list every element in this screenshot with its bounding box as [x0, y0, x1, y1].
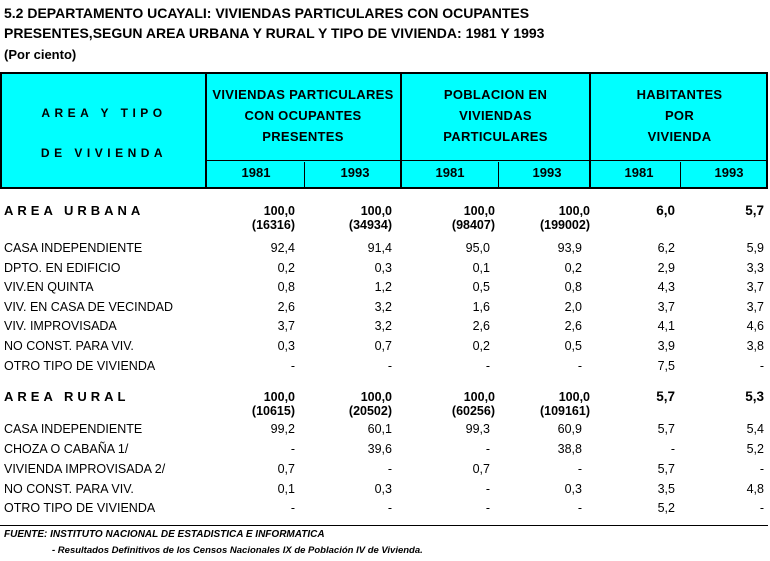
total-cell: 5,7 [656, 389, 675, 404]
cell: 2,6 [277, 300, 295, 314]
cell: 0,3 [277, 339, 295, 353]
cell: 0,2 [277, 261, 295, 275]
cell: 0,8 [564, 280, 582, 294]
section-label: AREA RURAL [4, 389, 130, 404]
total-cell: 100,0 (98407) [451, 204, 495, 232]
header-poblacion: POBLACION EN VIVIENDAS PARTICULARES [443, 87, 548, 144]
row-label: CASA INDEPENDIENTE [4, 241, 143, 255]
cell: 0,2 [564, 261, 582, 275]
cell: 5,7 [657, 462, 675, 476]
cell: 60,9 [557, 422, 582, 436]
cell: 0,5 [472, 280, 490, 294]
section-label: AREA URBANA [4, 203, 145, 218]
row-label: OTRO TIPO DE VIVIENDA [4, 501, 156, 515]
year-label: 1993 [340, 165, 370, 180]
table-row [0, 460, 770, 479]
total-cell: 5,3 [745, 389, 764, 404]
row-label: OTRO TIPO DE VIVIENDA [4, 359, 156, 373]
cell: - [485, 482, 490, 496]
source-line: FUENTE: INSTITUTO NACIONAL DE ESTADISTICA E INFORMATICA [4, 529, 325, 540]
cell: 0,1 [277, 482, 295, 496]
cell: 4,1 [657, 319, 675, 333]
cell: 0,1 [472, 261, 490, 275]
total-cell: 100,0 (10615) [251, 390, 295, 418]
cell: 60,1 [367, 422, 392, 436]
cell: 91,4 [367, 241, 392, 255]
cell: 3,7 [277, 319, 295, 333]
row-label: CHOZA O CABAÑA 1/ [4, 442, 129, 456]
table-row [0, 337, 770, 356]
cell: 5,9 [746, 241, 764, 255]
total-cell: 100,0 (20502) [348, 390, 392, 418]
cell: 0,3 [564, 482, 582, 496]
table-row [0, 239, 770, 258]
row-label: NO CONST. PARA VIV. [4, 482, 134, 496]
cell: 3,9 [657, 339, 675, 353]
cell: 1,2 [374, 280, 392, 294]
cell: - [577, 501, 582, 515]
table-units: (Por ciento) [4, 47, 77, 62]
cell: - [670, 442, 675, 456]
cell: 3,7 [657, 300, 675, 314]
total-cell: 5,7 [745, 203, 764, 218]
cell: 95,0 [465, 241, 490, 255]
source-note: - Resultados Definitivos de los Censos Nacionales IX de Población IV de Vivienda. [52, 545, 423, 556]
cell: 3,8 [746, 339, 764, 353]
header-area-tipo: AREA Y TIPO [41, 106, 167, 120]
cell: 2,0 [564, 300, 582, 314]
cell: 38,8 [557, 442, 582, 456]
cell: - [759, 462, 764, 476]
cell: - [485, 442, 490, 456]
table-header [0, 72, 768, 189]
row-label: CASA INDEPENDIENTE [4, 422, 143, 436]
total-cell: 100,0 (199002) [539, 204, 590, 232]
cell: 3,3 [746, 261, 764, 275]
table-row [0, 480, 770, 499]
cell: 0,2 [472, 339, 490, 353]
cell: - [485, 501, 490, 515]
cell: 0,5 [564, 339, 582, 353]
total-cell: 6,0 [656, 203, 675, 218]
cell: - [387, 359, 392, 373]
row-label: VIV. EN CASA DE VECINDAD [4, 300, 174, 314]
table-row [0, 440, 770, 459]
cell: - [290, 359, 295, 373]
year-label: 1981 [624, 165, 654, 180]
year-label: 1981 [435, 165, 465, 180]
cell: - [577, 359, 582, 373]
cell: 5,2 [657, 501, 675, 515]
total-cell: 100,0 (16316) [251, 204, 295, 232]
cell: 6,2 [657, 241, 675, 255]
cell: - [759, 359, 764, 373]
cell: 4,6 [746, 319, 764, 333]
cell: 99,3 [465, 422, 490, 436]
cell: 39,6 [367, 442, 392, 456]
row-label: DPTO. EN EDIFICIO [4, 261, 121, 275]
header-viviendas: VIVIENDAS PARTICULARES CON OCUPANTES PRESENTES [212, 87, 394, 144]
year-divider [304, 162, 305, 187]
cell: - [485, 359, 490, 373]
cell: 3,5 [657, 482, 675, 496]
cell: - [387, 501, 392, 515]
cell: 3,7 [746, 280, 764, 294]
header-year-rule [206, 160, 766, 161]
cell: 0,3 [374, 482, 392, 496]
cell: 2,6 [472, 319, 490, 333]
table-row [0, 317, 770, 336]
cell: 93,9 [557, 241, 582, 255]
cell: 2,6 [564, 319, 582, 333]
cell: 0,7 [277, 462, 295, 476]
total-cell: 100,0 (109161) [539, 390, 590, 418]
cell: 2,9 [657, 261, 675, 275]
table-row [0, 298, 770, 317]
cell: 1,6 [472, 300, 490, 314]
cell: 5,7 [657, 422, 675, 436]
cell: 3,2 [374, 319, 392, 333]
table-title-line2: PRESENTES,SEGUN AREA URBANA Y RURAL Y TIPO DE VIVIENDA: 1981 Y 1993 [4, 25, 545, 41]
row-label: NO CONST. PARA VIV. [4, 339, 134, 353]
cell: 92,4 [270, 241, 295, 255]
header-de-vivienda: DE VIVIENDA [40, 146, 168, 160]
table-title-line1: 5.2 DEPARTAMENTO UCAYALI: VIVIENDAS PARTICULARES CON OCUPANTES [4, 5, 530, 21]
year-label: 1993 [532, 165, 562, 180]
year-label: 1993 [714, 165, 744, 180]
cell: - [577, 462, 582, 476]
cell: 0,8 [277, 280, 295, 294]
cell: 3,7 [746, 300, 764, 314]
cell: 99,2 [270, 422, 295, 436]
cell: 7,5 [657, 359, 675, 373]
cell: - [290, 442, 295, 456]
cell: 5,4 [746, 422, 764, 436]
row-label: VIV. IMPROVISADA [4, 319, 117, 333]
cell: 5,2 [746, 442, 764, 456]
cell: 0,7 [472, 462, 490, 476]
table-row [0, 357, 770, 376]
table-row [0, 278, 770, 297]
cell: 4,8 [746, 482, 764, 496]
total-cell: 100,0 (34934) [348, 204, 392, 232]
cell: 0,7 [374, 339, 392, 353]
table-row [0, 259, 770, 278]
cell: - [759, 501, 764, 515]
total-cell: 100,0 (60256) [451, 390, 495, 418]
cell: - [290, 501, 295, 515]
cell: 4,3 [657, 280, 675, 294]
cell: 0,3 [374, 261, 392, 275]
table-row [0, 420, 770, 439]
year-label: 1981 [241, 165, 271, 180]
cell: 3,2 [374, 300, 392, 314]
table-row [0, 499, 770, 518]
header-habitantes: HABITANTES POR VIVIENDA [636, 87, 723, 144]
row-label: VIVIENDA IMPROVISADA 2/ [4, 462, 166, 476]
row-label: VIV.EN QUINTA [4, 280, 94, 294]
table-bottom-rule [0, 525, 768, 526]
cell: - [387, 462, 392, 476]
